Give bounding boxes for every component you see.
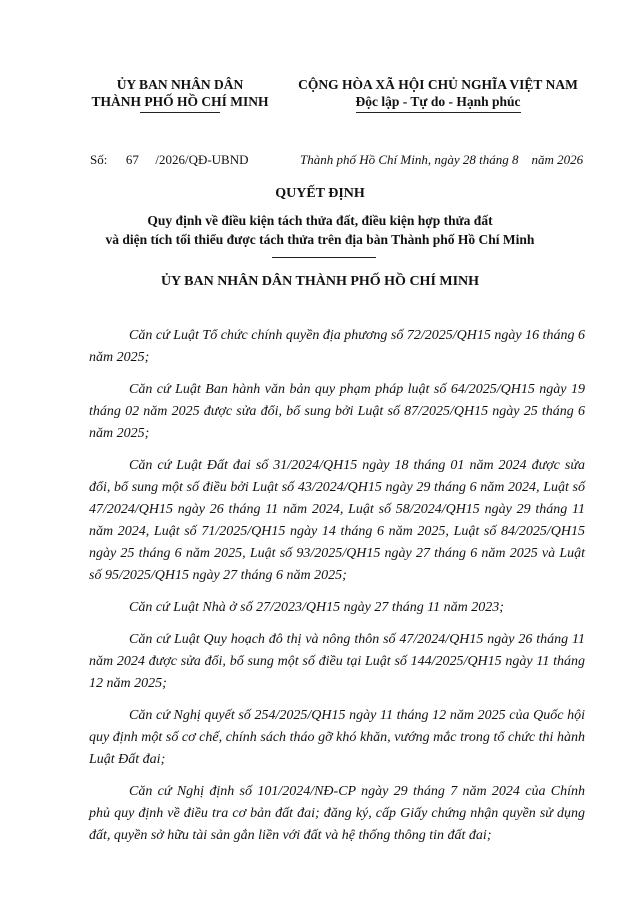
agency-underline [140, 112, 220, 113]
subtitle-line-1: Quy định về điều kiện tách thửa đất, điều kiện hợp thửa đất [147, 213, 493, 228]
date-line: Thành phố Hồ Chí Minh, ngày 28 tháng 8 năm 2026 [300, 152, 584, 167]
agency-line-2: THÀNH PHỐ HỒ CHÍ MINH [91, 94, 269, 109]
legal-basis-paragraph: Căn cứ Luật Đất đai số 31/2024/QH15 ngày 18 tháng 01 năm 2024 được sửa đổi, bổ sung một số điều bởi Luật số 43/2024/QH15 ngày 29 tháng 6 năm 2024, Luật số 47/2024/QH15 ngày 26 tháng 11 năm 2024, Luật số 58/2024/QH15 ngày 29 tháng 11 năm 2024, Luật số 71/2025/QH15 ngày 14 tháng 6 năm 2025, Luật số 84/2025/QH15 ngày 25 tháng 6 năm 2025, Luật số 93/2025/QH15 ngày 27 tháng 6 năm 2025 và Luật số 95/2025/QH15 ngày 27 tháng 6 năm 2025; [89, 458, 585, 583]
legal-basis-paragraph: Căn cứ Nghị định số 101/2024/NĐ-CP ngày 29 tháng 7 năm 2024 của Chính phủ quy định về điều tra cơ bản đất đai; đăng ký, cấp Giấy chứng nhận quyền sử dụng đất, quyền sở hữu tài sản gắn liền với đất và hệ thống thông tin đất đai; [89, 784, 585, 843]
nation-line-2: Độc lập - Tự do - Hạnh phúc [355, 94, 521, 109]
authority-heading: ỦY BAN NHÂN DÂN THÀNH PHỐ HỒ CHÍ MINH [160, 274, 480, 289]
agency-line-1: ỦY BAN NHÂN DÂN [116, 77, 244, 92]
legal-basis-paragraph: Căn cứ Luật Quy hoạch đô thị và nông thôn số 47/2024/QH15 ngày 26 tháng 11 năm 2024 được sửa đổi, bổ sung một số điều tại Luật số 144/2025/QH15 ngày 11 tháng 12 năm 2025; [89, 632, 585, 691]
national-motto [282, 76, 594, 110]
doc-number-suffix: /2026/QĐ-UBND [155, 152, 249, 167]
doc-number-value: 67 [125, 152, 139, 167]
legal-basis-paragraph: Căn cứ Luật Tổ chức chính quyền địa phương số 72/2025/QH15 ngày 16 tháng 6 năm 2025; [89, 328, 585, 365]
nation-line-1: CỘNG HÒA XÃ HỘI CHỦ NGHĨA VIỆT NAM [298, 77, 578, 92]
document-number [90, 152, 249, 168]
document-title: QUYẾT ĐỊNH [275, 186, 365, 201]
motto-underline [356, 112, 521, 113]
legal-basis-paragraph: Căn cứ Luật Ban hành văn bản quy phạm pháp luật số 64/2025/QH15 ngày 19 tháng 02 năm 2025 được sửa đổi, bổ sung bởi Luật số 87/2025/QH15 ngày 25 tháng 6 năm 2025; [89, 382, 585, 441]
legal-basis-paragraph: Căn cứ Nghị quyết số 254/2025/QH15 ngày 11 tháng 12 năm 2025 của Quốc hội quy định một số cơ chế, chính sách tháo gỡ khó khăn, vướng mắc trong tổ chức thi hành Luật Đất đai; [89, 708, 585, 767]
subtitle-underline [272, 257, 376, 258]
doc-number-prefix: Số: [90, 152, 108, 167]
subtitle-line-2: và diện tích tối thiểu được tách thửa trên địa bàn Thành phố Hồ Chí Minh [105, 232, 535, 247]
document-subtitle [60, 211, 580, 249]
legal-basis-body [89, 325, 585, 857]
legal-basis-paragraph: Căn cứ Luật Nhà ở số 27/2023/QH15 ngày 27 tháng 11 năm 2023; [129, 600, 504, 615]
issuing-agency [80, 76, 280, 110]
